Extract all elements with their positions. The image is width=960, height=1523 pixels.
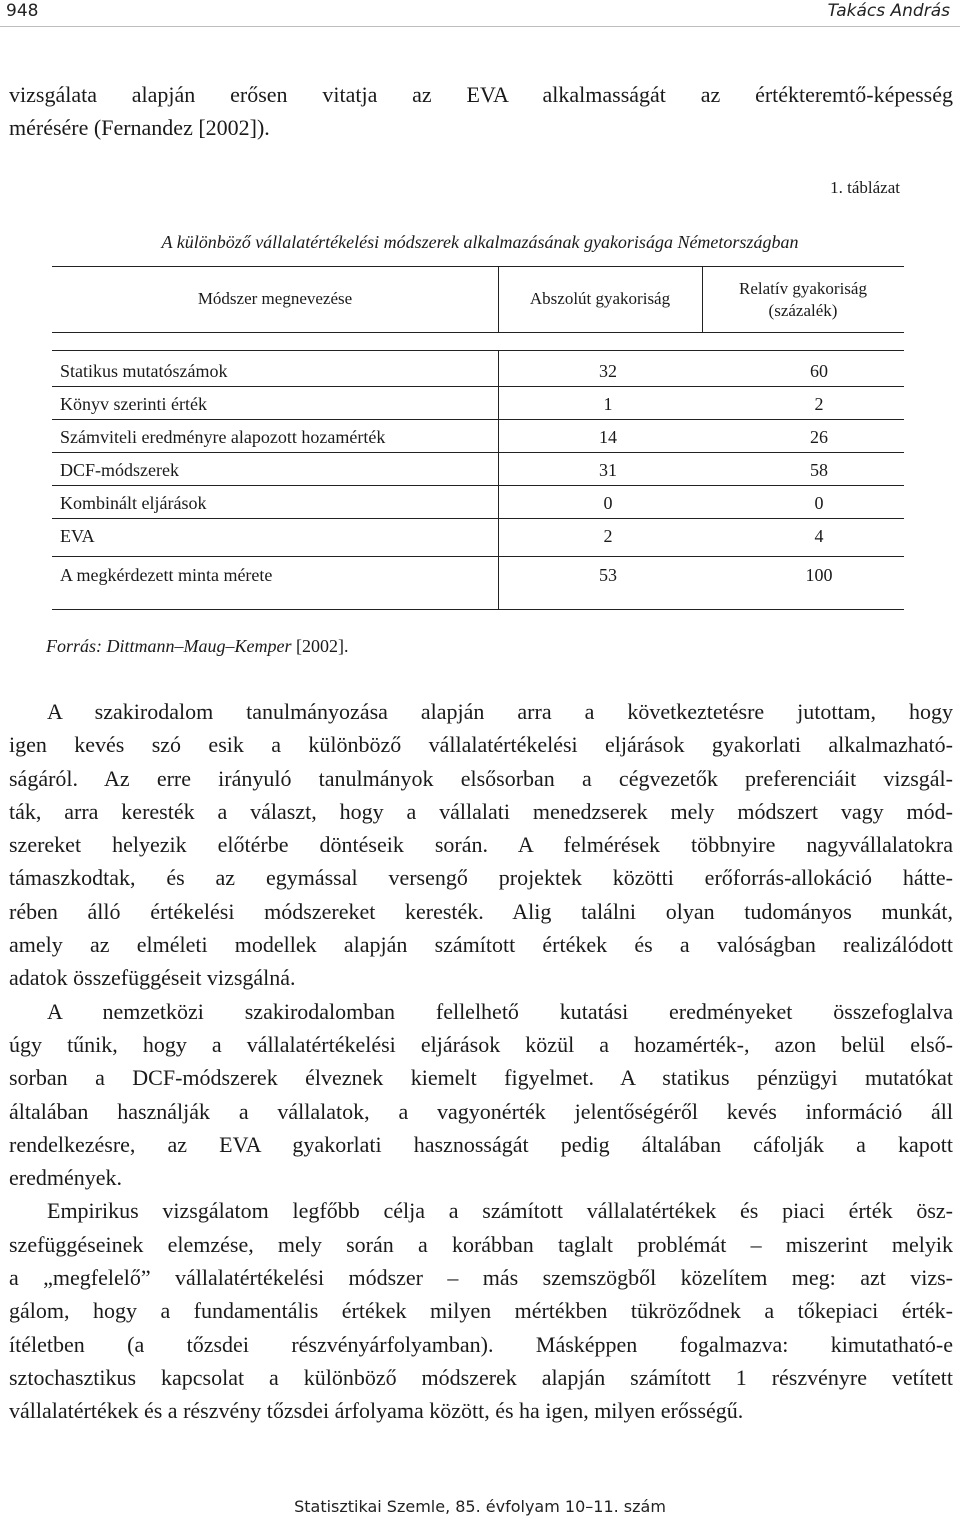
body-line: vállalatértékek és a részvény tőzsdei árfolyama között, és ha igen, milyen erősségű. (9, 1398, 744, 1424)
body-line: eredmények. (9, 1165, 122, 1191)
body-line: szefüggéseinek elemzése, mely során a korábban taglalt problémát – miszerint melyik (9, 1231, 953, 1257)
table-total-row (52, 565, 904, 589)
body-line: rendelkezésre, az EVA gyakorlati hasznosságát pedig általában cáfolják a kapott (9, 1131, 953, 1157)
table-source (46, 636, 349, 657)
author-name: Takács András (827, 1, 950, 21)
row-rule (52, 485, 904, 486)
table-row (52, 526, 904, 550)
row-absolute: 14 (599, 427, 617, 447)
body-line: a „megfelelő” vállalatértékelési módszer – más szemszögből közelítem meg: azt vizs- (9, 1265, 953, 1291)
total-absolute: 53 (599, 565, 617, 585)
row-method: Könyv szerinti érték (60, 394, 207, 414)
body-line: rében álló értékelési módszereket keresték. Alig találni olyan tudományos munkát, (9, 898, 953, 924)
body-top-rule (52, 350, 904, 351)
body-line: amely az elméleti modellek alapján számított értékek és a valóságban realizálódott (9, 932, 953, 958)
total-relative: 100 (805, 565, 833, 585)
col-header-absolute: Abszolút gyakoriság (529, 289, 671, 308)
header-bottom-rule (52, 332, 904, 333)
row-absolute: 1 (603, 394, 613, 414)
body-line: sztochasztikus kapcsolat a különböző módszerek alapján számított 1 részvényre vetített (9, 1364, 953, 1390)
intro-paragraph (9, 78, 953, 145)
row-method: Kombinált eljárások (60, 493, 207, 513)
row-relative: 0 (814, 493, 824, 513)
row-rule (52, 386, 904, 387)
body-line: úgy tűnik, hogy a vállalatértékelési eljárások közül a hozamérték-, azon belül első- (9, 1031, 953, 1057)
row-absolute: 0 (603, 493, 613, 513)
row-relative: 4 (814, 526, 824, 546)
col-header-relative-unit: (százalék) (768, 301, 838, 320)
body-line: ságáról. Az erre irányuló tanulmányok elsősorban a cégvezetők preferenciáit vizsgál- (9, 765, 953, 791)
body-line: igen kevés szó esik a különböző vállalatértékelési eljárások gyakorlati alkalmazható- (9, 732, 953, 758)
journal-footer: Statisztikai Szemle, 85. évfolyam 10–11. szám (294, 1497, 666, 1516)
body-line: A szakirodalom tanulmányozása alapján arra a következtetésre jutottam, hogy (47, 699, 953, 724)
row-method: EVA (60, 526, 95, 546)
body-line: általában használják a vállalatok, a vagyonérték jelentőségéről kevés információ áll (9, 1098, 953, 1124)
body-text (9, 695, 953, 1428)
body-line: sorban a DCF-módszerek élveznek kiemelt figyelmet. A statikus pénzügyi mutatókat (9, 1065, 953, 1091)
row-method: Számviteli eredményre alapozott hozamérték (60, 427, 386, 447)
table-row (52, 427, 904, 451)
source-authors: Forrás: Dittmann–Maug–Kemper (46, 636, 292, 656)
row-relative: 26 (810, 427, 828, 447)
table-row (52, 361, 904, 385)
row-relative: 60 (810, 361, 828, 381)
frequency-table (52, 266, 904, 610)
body-line: ták, arra keresték a választ, hogy a vállalati menedzserek mely módszert vagy mód- (9, 798, 953, 824)
row-relative: 2 (814, 394, 824, 414)
row-rule (52, 518, 904, 519)
total-top-rule (52, 556, 904, 557)
body-line: szereket helyezik előtérbe döntéseik során. A felmérések többnyire nagyvállalatokra (9, 832, 953, 858)
body-line: ítéletben (a tőzsdei részvényárfolyamban). Másképpen fogalmazva: kimutatható-e (9, 1331, 953, 1357)
table-bottom-rule (52, 609, 904, 610)
intro-line: vizsgálata alapján erősen vitatja az EVA alkalmasságát az értékteremtő-képesség (9, 82, 953, 107)
col-header-method: Módszer megnevezése (197, 289, 353, 308)
row-rule (52, 452, 904, 453)
source-year: [2002]. (291, 636, 349, 656)
body-line: A nemzetközi szakirodalomban fellelhető kutatási eredményeket összefoglalva (47, 998, 953, 1024)
row-absolute: 32 (599, 361, 617, 381)
row-absolute: 2 (603, 526, 613, 546)
col-header-relative: Relatív gyakoriság (739, 279, 867, 298)
row-relative: 58 (810, 460, 828, 480)
total-label: A megkérdezett minta mérete (60, 565, 273, 585)
table-row (52, 460, 904, 484)
table-title: A különböző vállalatértékelési módszerek alkalmazásának gyakorisága Németországban (161, 232, 799, 252)
row-absolute: 31 (599, 460, 617, 480)
page-number: 948 (6, 1, 39, 21)
table-top-rule (52, 266, 904, 267)
row-method: Statikus mutatószámok (60, 361, 228, 381)
table-row (52, 394, 904, 418)
row-rule (52, 419, 904, 420)
table-row (52, 493, 904, 517)
row-method: DCF-módszerek (60, 460, 179, 480)
body-line: támaszkodtak, és az egymással versengő projektek közötti erőforrás-allokáció hátte- (9, 865, 953, 891)
table-label: 1. táblázat (830, 178, 900, 197)
intro-line: mérésére (Fernandez [2002]). (9, 115, 270, 141)
body-line: adatok összefüggéseit vizsgálná. (9, 965, 296, 991)
body-line: gálom, hogy a fundamentális értékek milyen mértékben tükröződnek a tőkepiaci érték- (9, 1298, 953, 1324)
running-header (0, 0, 960, 27)
body-line: Empirikus vizsgálatom legfőbb célja a számított vállalatértékek és piaci érték ösz- (47, 1198, 953, 1224)
